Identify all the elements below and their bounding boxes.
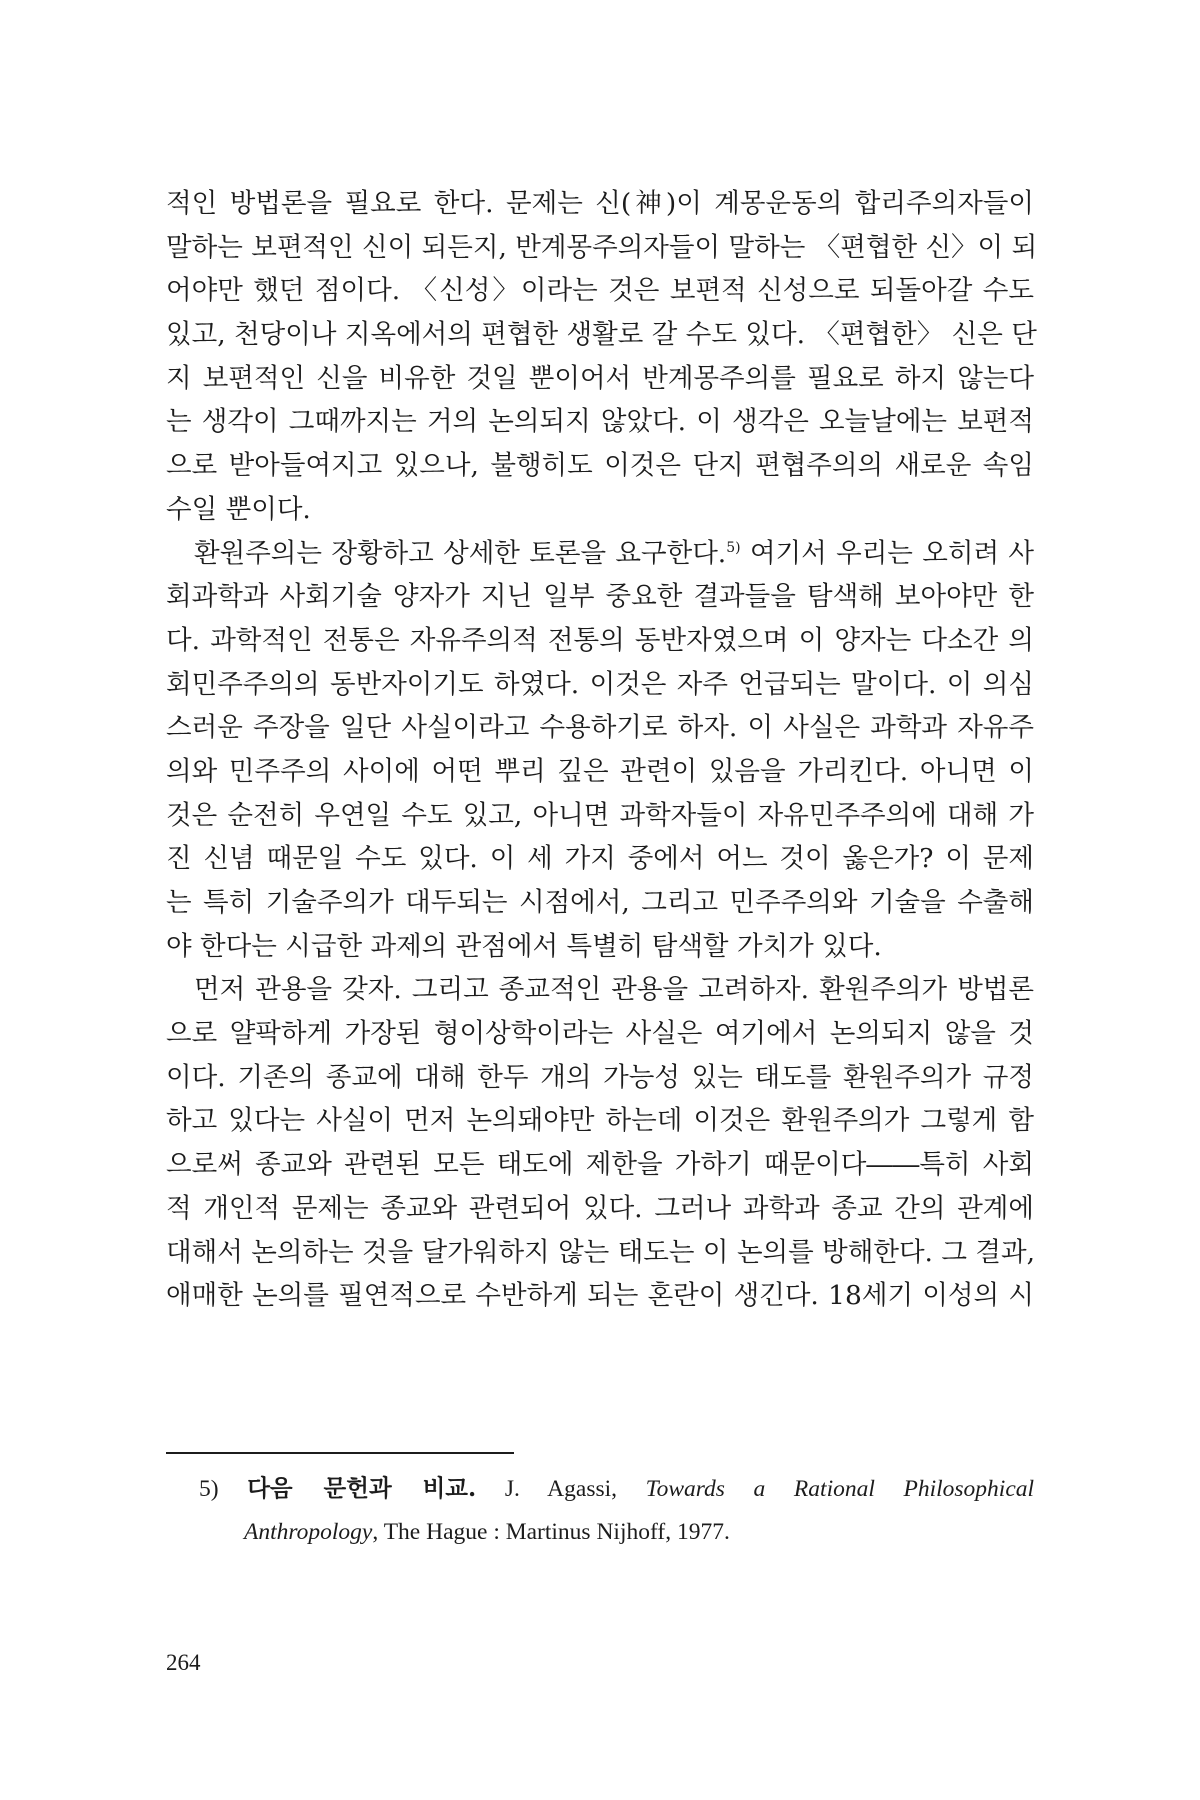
text-line: 적인 방법론을 필요로 한다. 문제는 신(神)이 계몽운동의 합리주의자들이 xyxy=(166,188,1034,219)
text-line: 의와 민주주의 사이에 어떤 뿌리 깊은 관련이 있음을 가리킨다. 아니면 이 xyxy=(166,755,1034,787)
text-line: 것은 순전히 우연일 수도 있고, 아니면 과학자들이 자유민주주의에 대해 가 xyxy=(166,799,1034,831)
text-line: 스러운 주장을 일단 사실이라고 수용하기로 하자. 이 사실은 과학과 자유주 xyxy=(166,712,1034,744)
text-line: 이다. 기존의 종교에 대해 한두 개의 가능성 있는 태도를 환원주의가 규정 xyxy=(166,1061,1034,1093)
footnote-title-cont: Anthropology xyxy=(244,1519,373,1545)
footnote-reference[interactable]: 5) xyxy=(726,539,741,556)
text-line: 진 신념 때문일 수도 있다. 이 세 가지 중에서 어느 것이 옳은가? 이 문제 xyxy=(166,843,1034,875)
text-line: 적 개인적 문제는 종교와 관련되어 있다. 그러나 과학과 종교 간의 관계에 xyxy=(166,1192,1034,1224)
text-line-end: 여기서 우리는 오히려 사 xyxy=(740,537,1034,569)
footnote-line xyxy=(166,1510,1034,1554)
footnote xyxy=(166,1466,1034,1554)
text-line: 먼저 관용을 갖자. 그리고 종교적인 관용을 고려하자. 환원주의가 방법론 xyxy=(194,974,1034,1006)
text-line: 수일 뿐이다. xyxy=(166,493,311,525)
text-line: 회민주주의의 동반자이기도 하였다. 이것은 자주 언급되는 말이다. 이 의심 xyxy=(166,668,1034,700)
page-number: 264 xyxy=(166,1650,201,1675)
text-line-with-note xyxy=(166,532,1034,576)
footnote-line xyxy=(166,1466,1034,1510)
text-line: 으로 얄팍하게 가장된 형이상학이라는 사실은 여기에서 논의되지 않을 것 xyxy=(166,1018,1034,1050)
footnote-publisher: , The Hague : Martinus Nijhoff, 1977. xyxy=(372,1519,730,1545)
text-line: 대해서 논의하는 것을 달가워하지 않는 태도는 이 논의를 방해한다. 그 결과, xyxy=(166,1236,1036,1268)
footnote-author: J. Agassi, xyxy=(504,1476,618,1502)
text-line: 으로 받아들여지고 있으나, 불행히도 이것은 단지 편협주의의 새로운 속임 xyxy=(166,450,1034,482)
text-line: 는 생각이 그때까지는 거의 논의되지 않았다. 이 생각은 오늘날에는 보편적 xyxy=(166,406,1034,438)
text-line: 으로써 종교와 관련된 모든 태도에 제한을 가하기 때문이다――특히 사회 xyxy=(166,1149,1034,1181)
text-line: 말하는 보편적인 신이 되든지, 반계몽주의자들이 말하는 〈편협한 신〉이 되 xyxy=(166,231,1038,263)
footnote-title: Towards a Rational Philosophical xyxy=(645,1476,1035,1502)
text-line: 다. 과학적인 전통은 자유주의적 전통의 동반자였으며 이 양자는 다소간 의 xyxy=(166,624,1034,656)
text-line-start: 환원주의는 장황하고 상세한 토론을 요구한다. xyxy=(194,537,727,569)
text-line: 야 한다는 시급한 과제의 관점에서 특별히 탐색할 가치가 있다. xyxy=(166,930,882,962)
text-line: 지 보편적인 신을 비유한 것일 뿐이어서 반계몽주의를 필요로 하지 않는다 xyxy=(166,362,1034,394)
text-line: 어야만 했던 점이다. 〈신성〉이라는 것은 보편적 신성으로 되돌아갈 수도 xyxy=(166,275,1034,307)
footnote-number: 5) xyxy=(199,1476,219,1502)
text-line: 애매한 논의를 필연적으로 수반하게 되는 혼란이 생긴다. 18세기 이성의 시 xyxy=(166,1280,1034,1312)
text-line: 회과학과 사회기술 양자가 지닌 일부 중요한 결과들을 탐색해 보아야만 한 xyxy=(166,581,1034,613)
footnote-label: 다음 문헌과 비교. xyxy=(247,1474,477,1502)
text-line: 하고 있다는 사실이 먼저 논의돼야만 하는데 이것은 환원주의가 그렇게 함 xyxy=(166,1105,1034,1137)
footnote-divider xyxy=(166,1452,514,1454)
body-text xyxy=(166,182,1038,1318)
text-line: 는 특히 기술주의가 대두되는 시점에서, 그리고 민주주의와 기술을 수출해 xyxy=(166,887,1034,918)
text-line: 있고, 천당이나 지옥에서의 편협한 생활로 갈 수도 있다. 〈편협한〉 신은 단 xyxy=(166,319,1037,351)
